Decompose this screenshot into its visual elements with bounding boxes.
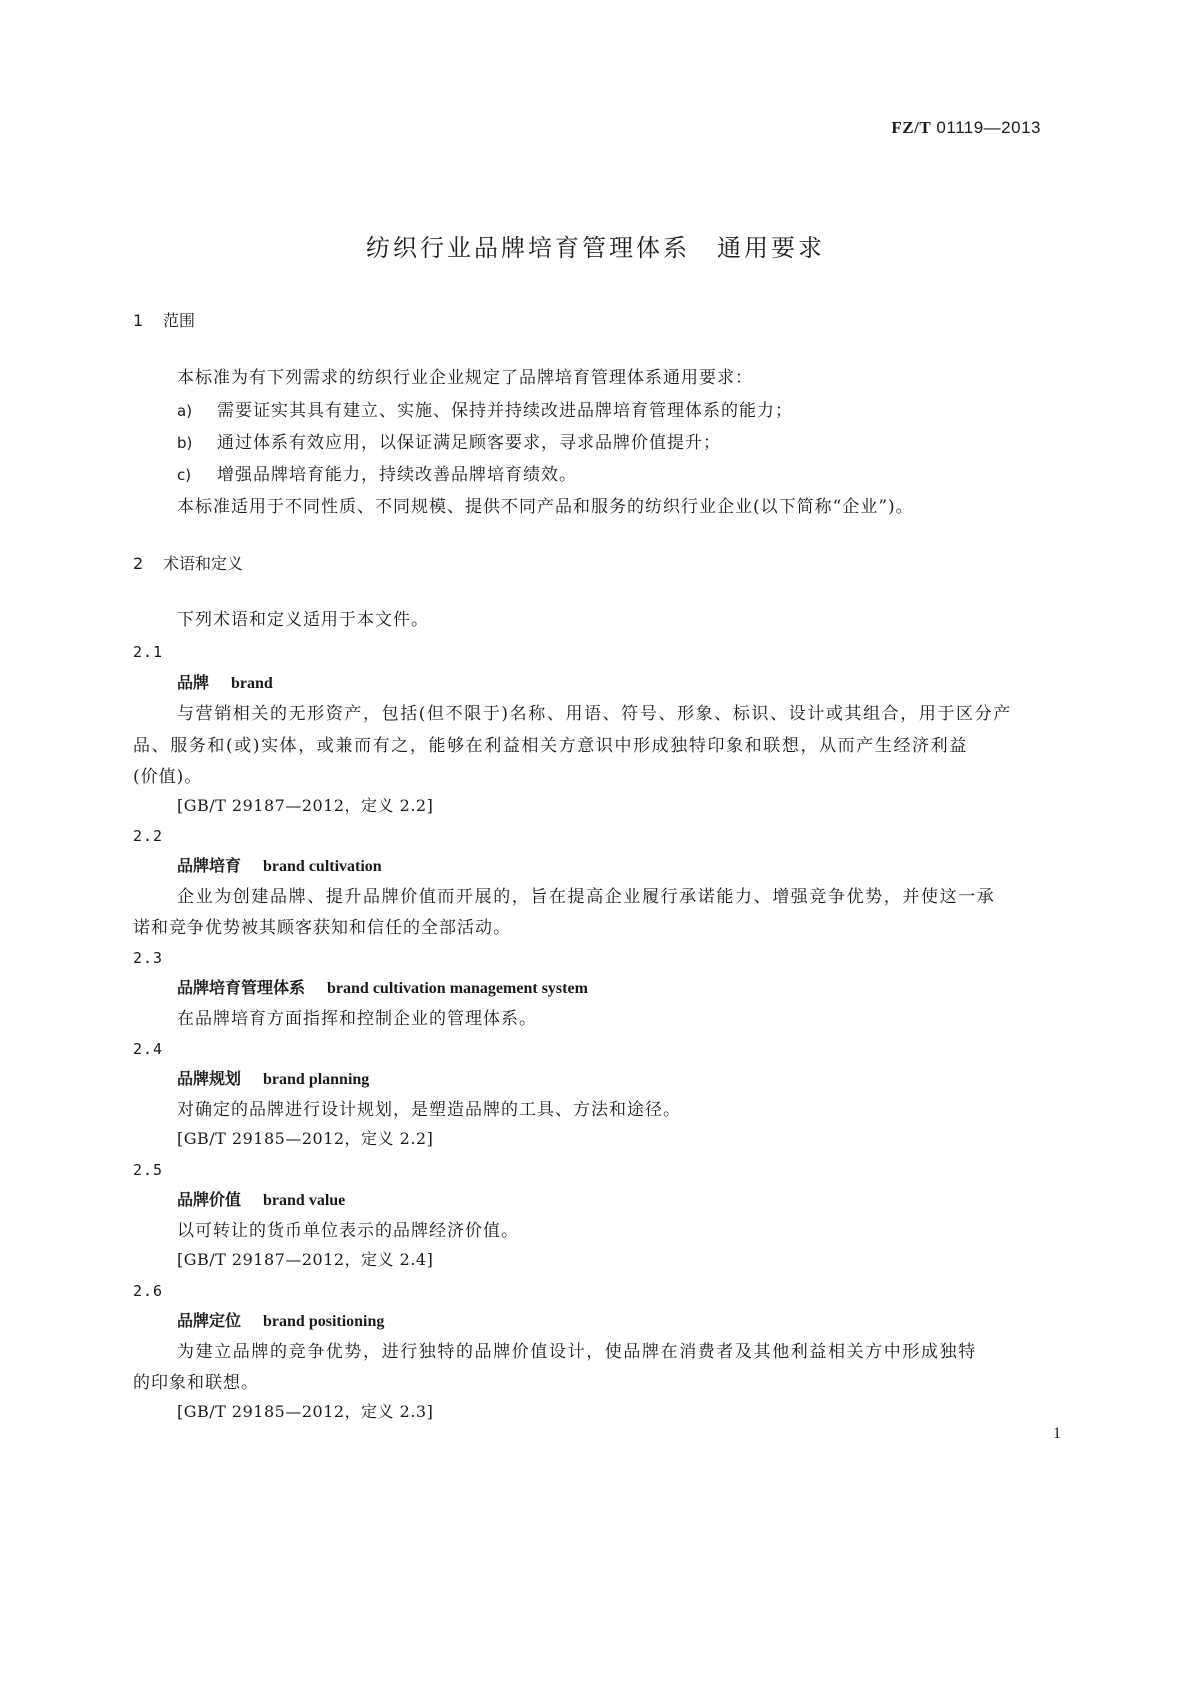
clause-number: 2.4 [133,1040,164,1058]
list-item-text: 增强品牌培育能力，持续改善品牌培育绩效。 [217,465,577,485]
term-zh: 品牌规划 [177,1069,242,1088]
list-marker: a) [177,402,193,420]
term-definition: 在品牌培育方面指挥和控制企业的管理体系。 [177,1009,537,1029]
term-heading [177,855,382,878]
term-zh: 品牌 [177,673,210,692]
list-item [177,464,577,486]
section-1-applicability: 本标准适用于不同性质、不同规模、提供不同产品和服务的纺织行业企业(以下简称“企业”)。 [177,497,914,517]
term-zh: 品牌培育 [177,856,242,875]
clause-number: 2.3 [133,949,164,967]
term-heading [177,1189,345,1212]
clause-number: 2.6 [133,1282,164,1300]
section-2-heading [133,553,243,575]
term-definition: 品、服务和(或)实体，或兼而有之，能够在利益相关方意识中形成独特印象和联想，从而产生经济利益 [133,736,968,756]
term-definition: 以可转让的货币单位表示的品牌经济价值。 [177,1221,519,1241]
page-number: 1 [1053,1425,1061,1442]
list-item [177,432,721,454]
section-title: 范围 [163,311,196,330]
list-item [177,400,793,422]
section-1-heading [133,310,195,332]
section-title: 术语和定义 [163,554,244,573]
standard-code-number: 01119—2013 [936,118,1041,137]
term-definition: 对确定的品牌进行设计规划，是塑造品牌的工具、方法和途径。 [177,1100,681,1120]
term-source: [GB/T 29185—2012，定义 2.3] [177,1402,434,1421]
term-en: brand value [263,1192,346,1209]
section-number: 1 [133,311,144,330]
term-definition: (价值)。 [133,767,203,787]
term-zh: 品牌定位 [177,1311,242,1330]
term-definition: 诺和竞争优势被其顾客获知和信任的全部活动。 [133,918,511,938]
clause-number: 2.5 [133,1161,164,1179]
term-heading [177,672,273,695]
term-zh: 品牌价值 [177,1190,242,1209]
list-marker: c) [177,466,192,484]
term-heading [177,1310,384,1333]
section-1-intro: 本标准为有下列需求的纺织行业企业规定了品牌培育管理体系通用要求： [177,368,753,388]
term-source: [GB/T 29187—2012，定义 2.4] [177,1250,434,1269]
term-heading [177,1068,369,1091]
term-en: brand planning [263,1071,370,1088]
clause-number: 2.2 [133,827,164,845]
term-definition: 企业为创建品牌、提升品牌价值而开展的，旨在提高企业履行承诺能力、增强竞争优势，并使这一承 [177,887,996,907]
clause-number: 2.1 [133,643,164,661]
term-definition: 的印象和联想。 [133,1373,259,1393]
list-item-text: 通过体系有效应用，以保证满足顾客要求，寻求品牌价值提升； [217,433,721,453]
term-definition: 与营销相关的无形资产，包括(但不限于)名称、用语、符号、形象、标识、设计或其组合，用于区分产 [177,704,1012,724]
term-definition: 为建立品牌的竞争优势，进行独特的品牌价值设计，使品牌在消费者及其他利益相关方中形成独特 [177,1342,977,1362]
term-zh: 品牌培育管理体系 [177,978,306,997]
term-heading [177,977,588,1000]
term-en: brand cultivation management system [327,980,588,997]
section-2-intro: 下列术语和定义适用于本文件。 [177,610,429,630]
standard-code-prefix: FZ/T [891,118,932,137]
standard-code [891,118,1041,138]
document-title: 纺织行业品牌培育管理体系 通用要求 [366,234,825,262]
list-item-text: 需要证实其具有建立、实施、保持并持续改进品牌培育管理体系的能力； [217,401,793,421]
term-en: brand [231,675,273,692]
term-source: [GB/T 29187—2012，定义 2.2] [177,796,434,815]
term-en: brand positioning [263,1313,385,1330]
list-marker: b) [177,434,193,452]
term-en: brand cultivation [263,858,382,875]
term-source: [GB/T 29185—2012，定义 2.2] [177,1129,434,1148]
section-number: 2 [133,554,144,573]
